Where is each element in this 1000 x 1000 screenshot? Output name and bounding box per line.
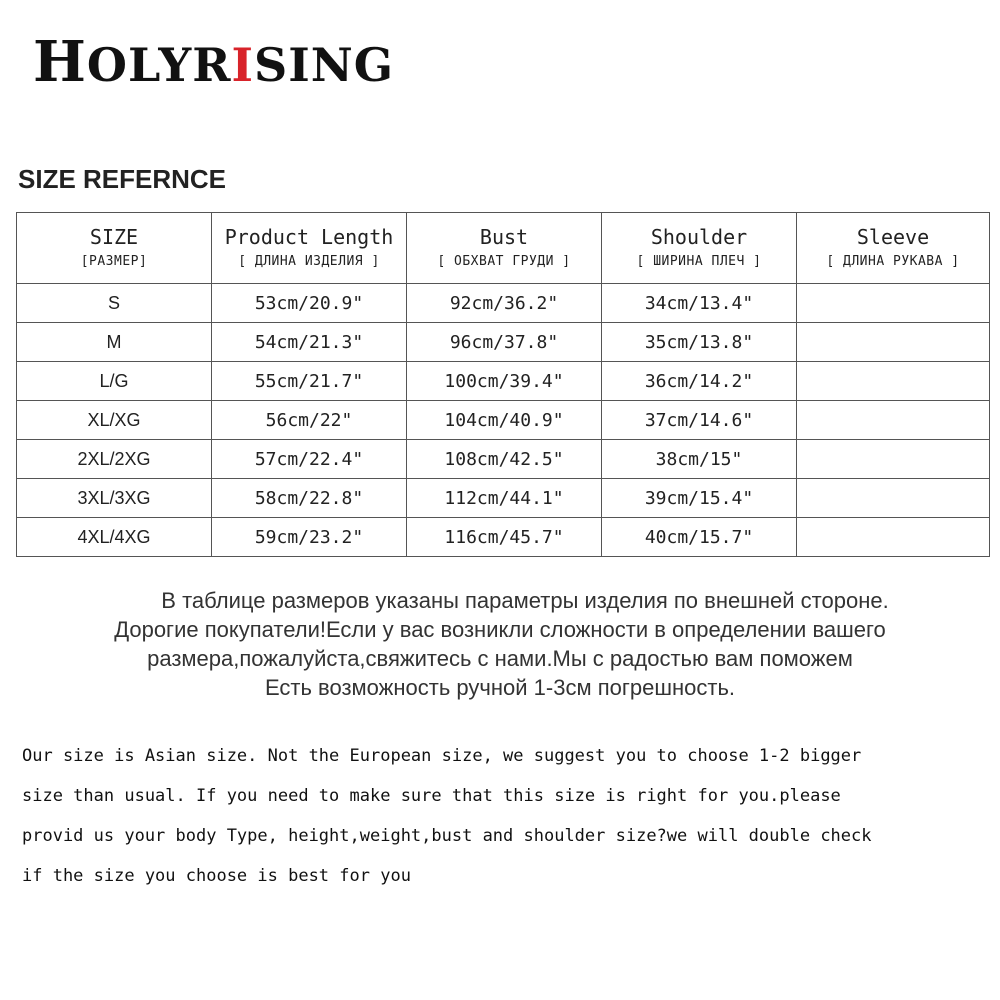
header-product-length <box>212 213 407 284</box>
english-note <box>22 736 982 896</box>
header-bust <box>407 213 602 284</box>
russian-note-line: В таблице размеров указаны параметры изделия по внешней стороне. <box>161 588 889 613</box>
length-cell: 53cm/20.9" <box>212 284 407 323</box>
header-length-label: Product Length <box>224 225 394 249</box>
logo-text-sing: SING <box>254 38 395 92</box>
sleeve-cell <box>797 479 990 518</box>
table-row <box>17 479 990 518</box>
logo-text-olyr: OLYR <box>86 38 232 92</box>
size-cell: 4XL/4XG <box>17 518 212 557</box>
header-size <box>17 213 212 284</box>
bust-cell: 112cm/44.1" <box>407 479 602 518</box>
header-size-label: SIZE <box>89 225 139 249</box>
sleeve-cell <box>797 323 990 362</box>
russian-note-line: Есть возможность ручной 1-3см погрешность. <box>264 675 736 700</box>
table-row <box>17 440 990 479</box>
header-bust-sub: [ ОБХВАТ ГРУДИ ] <box>437 254 571 269</box>
length-cell: 56cm/22" <box>212 401 407 440</box>
english-note-line: Our size is Asian size. Not the European size, we suggest you to choose 1-2 bigger <box>22 746 862 766</box>
table-row <box>17 323 990 362</box>
header-sleeve <box>797 213 990 284</box>
bust-cell: 92cm/36.2" <box>407 284 602 323</box>
russian-note <box>0 586 1000 702</box>
shoulder-cell: 40cm/15.7" <box>602 518 797 557</box>
size-table <box>16 212 990 557</box>
length-cell: 58cm/22.8" <box>212 479 407 518</box>
header-size-sub: [РАЗМЕР] <box>80 254 148 269</box>
english-note-line: provid us your body Type, height,weight,bust and shoulder size?we will double check <box>22 826 872 846</box>
shoulder-cell: 38cm/15" <box>602 440 797 479</box>
header-shoulder-label: Shoulder <box>650 225 748 249</box>
english-note-line: size than usual. If you need to make sure that this size is right for you.please <box>22 786 841 806</box>
header-sleeve-label: Sleeve <box>856 225 930 249</box>
length-cell: 55cm/21.7" <box>212 362 407 401</box>
size-cell: 2XL/2XG <box>17 440 212 479</box>
sleeve-cell <box>797 401 990 440</box>
bust-cell: 104cm/40.9" <box>407 401 602 440</box>
shoulder-cell: 36cm/14.2" <box>602 362 797 401</box>
length-cell: 57cm/22.4" <box>212 440 407 479</box>
sleeve-cell <box>797 284 990 323</box>
russian-note-line: размера,пожалуйста,свяжитесь с нами.Мы с радостью вам поможем <box>147 646 853 671</box>
table-header-row <box>17 213 990 284</box>
table-row <box>17 284 990 323</box>
header-length-sub: [ ДЛИНА ИЗДЕЛИЯ ] <box>238 254 380 269</box>
header-shoulder <box>602 213 797 284</box>
header-bust-label: Bust <box>479 225 529 249</box>
size-cell: XL/XG <box>17 401 212 440</box>
bust-cell: 100cm/39.4" <box>407 362 602 401</box>
sleeve-cell <box>797 518 990 557</box>
bust-cell: 116cm/45.7" <box>407 518 602 557</box>
table-row <box>17 518 990 557</box>
length-cell: 59cm/23.2" <box>212 518 407 557</box>
header-shoulder-sub: [ ШИРИНА ПЛЕЧ ] <box>636 254 762 269</box>
shoulder-cell: 39cm/15.4" <box>602 479 797 518</box>
shoulder-cell: 34cm/13.4" <box>602 284 797 323</box>
russian-note-line: Дорогие покупатели!Если у вас возникли сложности в определении вашего <box>114 617 886 642</box>
section-title: SIZE REFERNCE <box>18 164 227 194</box>
bust-cell: 108cm/42.5" <box>407 440 602 479</box>
shoulder-cell: 35cm/13.8" <box>602 323 797 362</box>
brand-logo <box>33 29 395 95</box>
shoulder-cell: 37cm/14.6" <box>602 401 797 440</box>
table-row <box>17 401 990 440</box>
size-cell: S <box>17 284 212 323</box>
header-sleeve-sub: [ ДЛИНА РУКАВА ] <box>826 254 960 269</box>
sleeve-cell <box>797 440 990 479</box>
size-cell: M <box>17 323 212 362</box>
bust-cell: 96cm/37.8" <box>407 323 602 362</box>
length-cell: 54cm/21.3" <box>212 323 407 362</box>
table-row <box>17 362 990 401</box>
logo-letter-h: H <box>33 29 87 95</box>
sleeve-cell <box>797 362 990 401</box>
size-cell: L/G <box>17 362 212 401</box>
size-cell: 3XL/3XG <box>17 479 212 518</box>
english-note-line: if the size you choose is best for you <box>22 866 411 886</box>
logo-letter-i-red: I <box>231 38 254 92</box>
